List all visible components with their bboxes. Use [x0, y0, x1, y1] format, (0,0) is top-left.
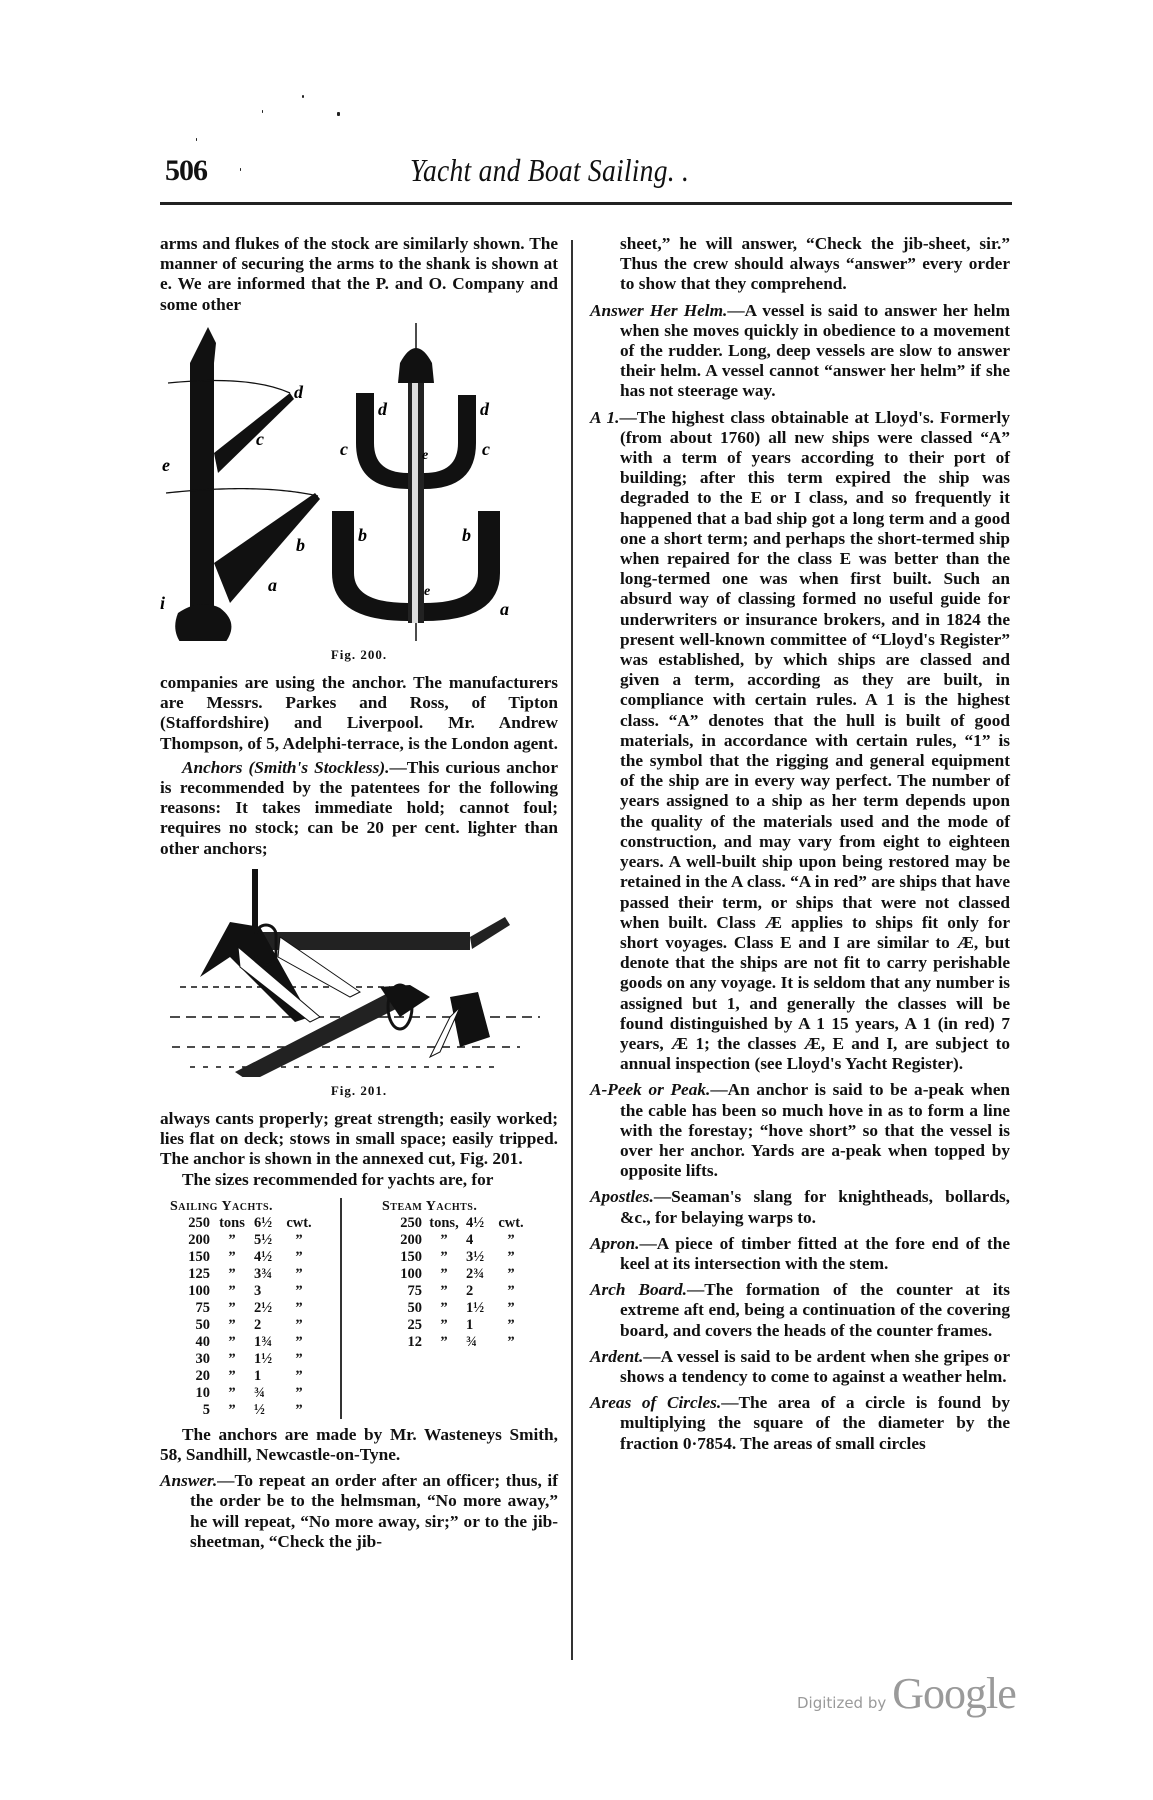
entry-text: —A vessel is said to answer her helm when she moves quickly in obedience to a movement of the rudder. Long, deep vessels are slow to answer their helm. A vessel cannot “answer her helm” if she has not steerage way. [620, 300, 1010, 401]
table-row [382, 1300, 526, 1317]
cwt-cell: 3½ [466, 1248, 485, 1265]
figure-200 [160, 323, 558, 641]
tons-cell: 100 [400, 1265, 422, 1282]
cwt-unit-cell: cwt. [498, 1214, 524, 1231]
unit-cell: ” [440, 1248, 448, 1265]
scan-speck [337, 112, 340, 116]
scan-speck [302, 95, 304, 98]
cwt-cell: 6½ [254, 1214, 273, 1231]
page-header [160, 150, 1020, 190]
cwt-cell: 1 [466, 1316, 474, 1333]
tons-cell: 12 [407, 1333, 422, 1350]
tons-cell: 75 [407, 1282, 422, 1299]
cwt-cell: 2 [254, 1316, 262, 1333]
sailing-yachts-table [160, 1198, 340, 1419]
cwt-unit-cell: ” [295, 1333, 303, 1350]
entry-term: Ardent. [590, 1346, 644, 1366]
paragraph: sheet,” he will answer, “Check the jib-sheet, sir.” Thus the crew should always “answer” every order to show that they comprehend. [620, 234, 1010, 294]
steam-yachts-table [340, 1198, 526, 1419]
entry-term: A 1. [590, 407, 620, 427]
unit-cell: ” [228, 1367, 236, 1384]
table-row [382, 1266, 526, 1283]
unit-cell: ” [228, 1265, 236, 1282]
entry-text: —To repeat an order after an officer; thus, if the order be to the helmsman, “No more away,” he will repeat, “No more away, sir;” or to the jib-sheetman, “Check the jib- [190, 1471, 558, 1551]
entry-term: Areas of Circles. [590, 1393, 722, 1413]
unit-cell: ” [228, 1333, 236, 1350]
cwt-unit-cell: ” [507, 1316, 515, 1333]
glossary-entry [590, 1393, 1010, 1454]
entry-term: Arch Board. [590, 1280, 687, 1300]
paragraph: The sizes recommended for yachts are, for [182, 1169, 494, 1189]
glossary-entry [590, 1234, 1010, 1274]
google-logo: Google [892, 1669, 1016, 1718]
cwt-cell: 4 [466, 1231, 474, 1248]
cwt-cell: 4½ [254, 1248, 273, 1265]
label-i: i [160, 592, 166, 613]
unit-cell: ” [228, 1231, 236, 1248]
tons-cell: 150 [400, 1248, 422, 1265]
entry-term: Anchors (Smith's Stockless). [182, 757, 390, 777]
label-e: e [162, 454, 170, 475]
cwt-unit-cell: ” [295, 1282, 303, 1299]
cwt-unit-cell: ” [507, 1282, 515, 1299]
unit-cell: ” [440, 1265, 448, 1282]
entry-term: Answer Her Helm. [590, 300, 728, 320]
cwt-unit-cell: ” [507, 1231, 515, 1248]
tons-cell: 150 [188, 1248, 210, 1265]
cwt-cell: 1½ [466, 1299, 485, 1316]
table-row [170, 1300, 340, 1317]
paragraph: arms and flukes of the stock are similarly shown. The manner of securing the arms to the shank is shown at e. We are informed that the P. and O. Company and some other [160, 234, 558, 314]
cwt-cell: ¾ [254, 1384, 265, 1401]
cwt-unit-cell: ” [507, 1248, 515, 1265]
figure-201 [160, 867, 558, 1077]
scan-speck [262, 110, 263, 113]
cwt-unit-cell: ” [295, 1401, 303, 1418]
cwt-cell: ¾ [466, 1333, 477, 1350]
glossary-entry [590, 1347, 1010, 1387]
left-column [160, 234, 558, 1552]
glossary-entry [590, 1080, 1010, 1181]
anchor-sizes-tables [160, 1198, 558, 1419]
cwt-unit-cell: ” [507, 1333, 515, 1350]
column-divider [571, 240, 573, 1660]
cwt-cell: 1 [254, 1367, 262, 1384]
header-rule [160, 202, 1012, 205]
figure-201-caption: Fig. 201. [330, 1082, 388, 1098]
cwt-cell: 3¾ [254, 1265, 273, 1282]
table-heading: Sailing Yachts. [170, 1198, 274, 1214]
entry-text: —The formation of the counter at its extreme aft end, being a continuation of the covering board, and covers the heads of the counter frames. [620, 1280, 1010, 1340]
paragraph: companies are using the anchor. The manufacturers are Messrs. Parkes and Ross, of Tipton (Staffordshire) and Liverpool. Mr. Andrew Thompson, of 5, Adelphi-terrace, is the London agent. [160, 673, 558, 753]
table-row [382, 1283, 526, 1300]
tons-cell: 250 [400, 1214, 422, 1231]
paragraph [160, 758, 558, 859]
tons-cell: 40 [195, 1333, 210, 1350]
label-b: b [462, 524, 471, 545]
stockless-anchor-illustration-icon [160, 867, 558, 1077]
tons-cell: 75 [195, 1299, 210, 1316]
entry-text: —Seaman's slang for knightheads, bollards, &c., for belaying warps to. [620, 1187, 1010, 1227]
cwt-unit-cell: ” [295, 1299, 303, 1316]
tons-cell: 30 [195, 1350, 210, 1367]
table-row [170, 1317, 340, 1334]
paragraph: always cants properly; great strength; easily worked; lies flat on deck; stows in small space; easily tripped. The anchor is shown in the annexed cut, Fig. 201. [160, 1109, 558, 1169]
entry-text: —This curious anchor is recommended by the patentees for the following reasons: It takes immediate hold; cannot foul; requires no stock; can be 20 per cent. lighter than other anchors; [160, 757, 558, 858]
tons-cell: 200 [400, 1231, 422, 1248]
right-column [590, 234, 1010, 1454]
cwt-unit-cell: ” [295, 1350, 303, 1367]
cwt-unit-cell: ” [295, 1384, 303, 1401]
unit-cell: tons [219, 1214, 245, 1231]
entry-text: —An anchor is said to be a-peak when the cable has been so much hove in as to form a line with the forestay; “hove short” so that the vessel is over her anchor. Yards are a-peak when topped by opposite lifts. [620, 1080, 1011, 1181]
tons-cell: 10 [195, 1384, 210, 1401]
table-row [170, 1249, 340, 1266]
tons-cell: 125 [188, 1265, 210, 1282]
table-row [382, 1334, 526, 1351]
unit-cell: ” [228, 1316, 236, 1333]
cwt-cell: 1¾ [254, 1333, 273, 1350]
label-b: b [296, 534, 305, 555]
figure-200-caption: Fig. 200. [330, 646, 388, 662]
tons-cell: 5 [202, 1401, 210, 1418]
cwt-unit-cell: ” [295, 1367, 303, 1384]
unit-cell: ” [228, 1248, 236, 1265]
entry-text: —The highest class obtainable at Lloyd's. Formerly (from about 1760) all new ships were classed “A” with a term of years according to their port of building; after this term expired the ship was degraded to the E or I class, and so frequently it happened that a bad ship got a long term and a good one a short term; and perhaps the short-termed ship when repaired for the class E was better than the long-termed one was when first built. Such an absurd way of classing formed no useful guide for underwriters or insurance brokers, and in 1824 the present well-known committee of “Lloyd's Register” was established, by which ships are classed and given a term, according as they are built, in compliance with certain rules. A 1 is the highest class. “A” denotes that the hull is built of good materials, in accordance with certain rules, “1” is the symbol that the rigging and general equipment of the ship are in every way perfect. The number of years assigned to a ship as her term depends upon the quality of the materials used and the mode of construction, and may vary from eight to eighteen years. A well-built ship upon being restored may be retained in the A class. “A in red” are ships that have passed their term, or ships that were not classed when built. Class Æ applies to ships fit only for short voyages. Class E and I are similar to Æ, but denote that the ships are not fit to carry perishable goods on any voyage. It is seldom that any number is assigned but 1, and generally the classes will be found distinguished by A 1 15 years, A 1 (in red) 7 years, Æ 1; the classes Æ, E and I, are subject to annual inspection (see Lloyd's Yacht Register). [619, 407, 1010, 1074]
anchor-diagram-icon [160, 323, 558, 641]
tons-cell: 200 [188, 1231, 210, 1248]
digitized-by-google-watermark [797, 1668, 1016, 1719]
page-number: 506 [165, 154, 207, 187]
cwt-unit-cell: ” [295, 1316, 303, 1333]
unit-cell: tons, [429, 1214, 459, 1231]
cwt-cell: 4½ [466, 1214, 485, 1231]
tons-cell: 250 [188, 1214, 210, 1231]
label-c: c [482, 438, 490, 459]
cwt-unit-cell: ” [295, 1248, 303, 1265]
label-a: a [268, 574, 277, 595]
cwt-unit-cell: ” [295, 1231, 303, 1248]
label-d: d [480, 398, 489, 419]
table-row [170, 1368, 340, 1385]
entry-term: A-Peek or Peak. [590, 1080, 711, 1100]
scan-speck [196, 138, 197, 141]
tons-cell: 50 [407, 1299, 422, 1316]
table-row [170, 1283, 340, 1300]
glossary-entry [590, 1187, 1010, 1227]
entry-text: —A piece of timber fitted at the fore end of the keel at its intersection with the stem. [620, 1233, 1010, 1273]
paragraph: The anchors are made by Mr. Wasteneys Smith, 58, Sandhill, Newcastle-on-Tyne. [160, 1424, 558, 1465]
table-row [382, 1232, 526, 1249]
entry-term: Apostles. [590, 1187, 654, 1207]
glossary-entry [160, 1471, 558, 1552]
label-a: a [500, 598, 509, 619]
glossary-entry [590, 408, 1010, 1075]
running-title: Yacht and Boat Sailing. . [410, 152, 690, 188]
table-row [382, 1249, 526, 1266]
label-d: d [294, 381, 303, 402]
unit-cell: ” [440, 1333, 448, 1350]
cwt-cell: 3 [254, 1282, 262, 1299]
unit-cell: ” [228, 1401, 236, 1418]
label-d: d [378, 398, 387, 419]
table-row [382, 1215, 526, 1232]
cwt-cell: 1½ [254, 1350, 273, 1367]
watermark-prefix: Digitized by [797, 1694, 887, 1712]
table-row [170, 1351, 340, 1368]
unit-cell: ” [440, 1282, 448, 1299]
table-row [170, 1232, 340, 1249]
glossary-entry [590, 1280, 1010, 1341]
label-c: c [340, 438, 348, 459]
tons-cell: 20 [195, 1367, 210, 1384]
entry-term: Answer. [160, 1471, 218, 1491]
label-e: e [422, 447, 429, 463]
cwt-cell: 2 [466, 1282, 474, 1299]
unit-cell: ” [440, 1231, 448, 1248]
table-row [170, 1266, 340, 1283]
tons-cell: 100 [188, 1282, 210, 1299]
table-heading: Steam Yachts. [382, 1198, 478, 1214]
cwt-unit-cell: ” [507, 1299, 515, 1316]
unit-cell: ” [228, 1282, 236, 1299]
label-e: e [424, 583, 431, 599]
cwt-unit-cell: ” [295, 1265, 303, 1282]
table-row [170, 1402, 340, 1419]
cwt-cell: 5½ [254, 1231, 273, 1248]
label-c: c [256, 428, 264, 449]
glossary-entry [590, 301, 1010, 402]
table-row [170, 1334, 340, 1351]
label-b: b [358, 524, 367, 545]
cwt-unit-cell: ” [507, 1265, 515, 1282]
table-row [382, 1317, 526, 1334]
unit-cell: ” [228, 1384, 236, 1401]
table-row [170, 1215, 340, 1232]
unit-cell: ” [440, 1316, 448, 1333]
tons-cell: 25 [407, 1316, 422, 1333]
tons-cell: 50 [195, 1316, 210, 1333]
cwt-unit-cell: cwt. [286, 1214, 312, 1231]
entry-text: —The area of a circle is found by multiplying the square of the diameter by the fraction 0·7854. The areas of small circles [620, 1393, 1010, 1453]
table-row [170, 1385, 340, 1402]
unit-cell: ” [228, 1299, 236, 1316]
cwt-cell: 2¾ [466, 1265, 485, 1282]
unit-cell: ” [440, 1299, 448, 1316]
entry-term: Apron. [590, 1233, 640, 1253]
cwt-cell: 2½ [254, 1299, 273, 1316]
unit-cell: ” [228, 1350, 236, 1367]
cwt-cell: ½ [254, 1401, 265, 1418]
entry-text: —A vessel is said to be ardent when she gripes or shows a tendency to come to against a weather helm. [620, 1346, 1010, 1386]
